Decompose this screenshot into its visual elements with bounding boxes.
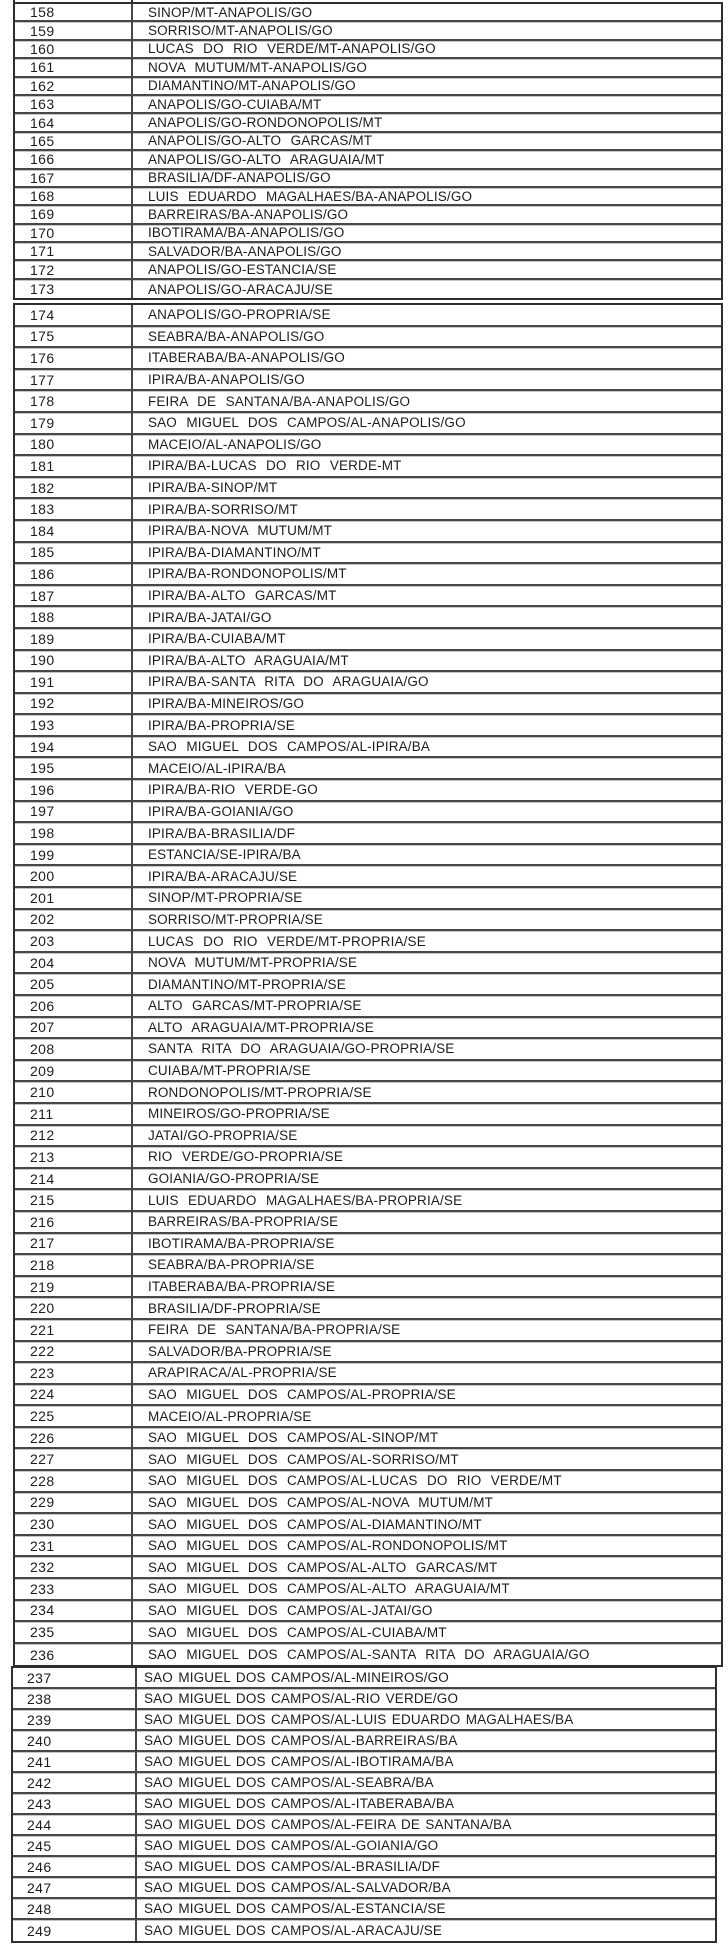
table-row (13, 1731, 715, 1752)
table-row (15, 1601, 721, 1623)
table-row (15, 41, 721, 59)
route-number-cell: 169 (15, 206, 133, 222)
route-name-cell: SORRISO/MT-PROPRIA/SE (148, 911, 323, 927)
table-row (15, 996, 721, 1018)
route-number-cell: 167 (15, 170, 133, 186)
table-row (15, 391, 721, 413)
table-row (15, 78, 721, 96)
route-name-cell: SAO MIGUEL DOS CAMPOS/AL-JATAI/GO (148, 1602, 433, 1618)
route-number-cell: 177 (15, 370, 133, 390)
route-number-cell: 234 (15, 1601, 133, 1621)
route-number-cell: 226 (15, 1428, 133, 1448)
route-name-cell: SAO MIGUEL DOS CAMPOS/AL-SORRISO/MT (148, 1451, 459, 1467)
route-name-cell: SAO MIGUEL DOS CAMPOS/AL-ANAPOLIS/GO (148, 415, 466, 431)
route-number-cell: 164 (15, 114, 133, 130)
route-number-cell: 193 (15, 715, 133, 735)
table-row (15, 243, 721, 261)
route-name-cell: BRASILIA/DF-ANAPOLIS/GO (148, 170, 331, 186)
route-number-cell: 204 (15, 953, 133, 973)
table-row (15, 1277, 721, 1299)
route-name-cell: IPIRA/BA-PROPRIA/SE (148, 717, 295, 733)
route-name-cell: ITABERABA/BA-PROPRIA/SE (148, 1279, 335, 1295)
route-name-cell: SAO MIGUEL DOS CAMPOS/AL-ESTANCIA/SE (144, 1901, 446, 1916)
table-row (13, 1773, 715, 1794)
table-row (15, 694, 721, 716)
route-number-cell: 174 (15, 305, 133, 325)
route-number-cell: 159 (15, 22, 133, 38)
table-row (15, 629, 721, 651)
route-name-cell: SAO MIGUEL DOS CAMPOS/AL-GOIANIA/GO (144, 1838, 439, 1853)
table-row (13, 1794, 715, 1815)
route-name-cell: IPIRA/BA-RIO VERDE-GO (148, 782, 318, 798)
table-row (15, 114, 721, 132)
table-row (13, 1836, 715, 1857)
table-row (15, 1061, 721, 1083)
route-name-cell: ANAPOLIS/GO-ARACAJU/SE (148, 281, 333, 297)
route-name-cell: MACEIO/AL-IPIRA/BA (148, 760, 286, 776)
route-name-cell: GOIANIA/GO-PROPRIA/SE (148, 1171, 320, 1187)
route-number-cell: 242 (13, 1773, 137, 1792)
route-number-cell: 238 (13, 1689, 137, 1708)
table-row (15, 1126, 721, 1148)
route-number-cell: 187 (15, 586, 133, 606)
route-name-cell: LUCAS DO RIO VERDE/MT-ANAPOLIS/GO (148, 41, 436, 57)
table-row (15, 888, 721, 910)
route-number-cell: 179 (15, 413, 133, 433)
table-row (13, 1899, 715, 1920)
route-name-cell: SORRISO/MT-ANAPOLIS/GO (148, 23, 333, 39)
route-number-cell: 236 (15, 1644, 133, 1666)
route-name-cell: MACEIO/AL-ANAPOLIS/GO (148, 436, 322, 452)
route-number-cell: 198 (15, 823, 133, 843)
route-number-cell: 189 (15, 629, 133, 649)
table-row (15, 715, 721, 737)
table-row (15, 348, 721, 370)
table-row (15, 170, 721, 188)
table-row (15, 1298, 721, 1320)
route-number-cell: 180 (15, 435, 133, 455)
route-name-cell: SAO MIGUEL DOS CAMPOS/AL-BARREIRAS/BA (144, 1733, 458, 1748)
route-name-cell: SINOP/MT-PROPRIA/SE (148, 890, 303, 906)
route-number-cell: 201 (15, 888, 133, 908)
table-row (15, 1406, 721, 1428)
route-name-cell: DIAMANTINO/MT-PROPRIA/SE (148, 976, 346, 992)
table-row (15, 225, 721, 243)
route-name-cell: IPIRA/BA-ALTO ARAGUAIA/MT (148, 652, 349, 668)
table-row (15, 206, 721, 224)
route-name-cell: ANAPOLIS/GO-ALTO ARAGUAIA/MT (148, 151, 385, 167)
table-row (15, 499, 721, 521)
route-name-cell: IPIRA/BA-SANTA RITA DO ARAGUAIA/GO (148, 674, 429, 690)
table-row (13, 1668, 715, 1689)
route-number-cell: 188 (15, 607, 133, 627)
route-name-cell: IPIRA/BA-RONDONOPOLIS/MT (148, 566, 347, 582)
route-name-cell: SAO MIGUEL DOS CAMPOS/AL-MINEIROS/GO (144, 1670, 449, 1685)
route-number-cell: 166 (15, 151, 133, 167)
route-number-cell: 230 (15, 1514, 133, 1534)
route-name-cell: CUIABA/MT-PROPRIA/SE (148, 1063, 311, 1079)
route-number-cell: 200 (15, 866, 133, 886)
route-number-cell: 214 (15, 1169, 133, 1189)
table-row (13, 1857, 715, 1878)
route-number-cell: 231 (15, 1536, 133, 1556)
route-name-cell: SAO MIGUEL DOS CAMPOS/AL-FEIRA DE SANTANA/BA (144, 1817, 512, 1832)
route-number-cell: 178 (15, 391, 133, 411)
route-number-cell: 247 (13, 1878, 137, 1897)
route-name-cell: SAO MIGUEL DOS CAMPOS/AL-ARACAJU/SE (144, 1923, 443, 1938)
route-name-cell: IPIRA/BA-ALTO GARCAS/MT (148, 588, 337, 604)
table-row (15, 435, 721, 457)
route-name-cell: LUIS EDUARDO MAGALHAES/BA-ANAPOLIS/GO (148, 188, 473, 204)
route-number-cell: 218 (15, 1255, 133, 1275)
route-name-cell: FEIRA DE SANTANA/BA-ANAPOLIS/GO (148, 393, 411, 409)
route-name-cell: SAO MIGUEL DOS CAMPOS/AL-LUCAS DO RIO VERDE/MT (148, 1473, 562, 1489)
route-number-cell: 222 (15, 1342, 133, 1362)
route-number-cell: 175 (15, 327, 133, 347)
table-row (15, 737, 721, 759)
table-row (15, 1557, 721, 1579)
table-row (15, 1579, 721, 1601)
route-number-cell: 215 (15, 1190, 133, 1210)
table-row (13, 1710, 715, 1731)
route-name-cell: SAO MIGUEL DOS CAMPOS/AL-ITABERABA/BA (144, 1796, 455, 1811)
route-name-cell: SAO MIGUEL DOS CAMPOS/AL-SALVADOR/BA (144, 1880, 451, 1895)
route-name-cell: BARREIRAS/BA-PROPRIA/SE (148, 1214, 339, 1230)
route-name-cell: RIO VERDE/GO-PROPRIA/SE (148, 1149, 343, 1165)
route-number-cell: 163 (15, 96, 133, 112)
route-name-cell: SEABRA/BA-ANAPOLIS/GO (148, 328, 325, 344)
table-row (15, 910, 721, 932)
table-row (15, 780, 721, 802)
table-row (15, 1363, 721, 1385)
route-number-cell: 186 (15, 564, 133, 584)
table-row (15, 586, 721, 608)
route-name-cell: SINOP/MT-ANAPOLIS/GO (148, 4, 313, 20)
route-name-cell: IPIRA/BA-MINEIROS/GO (148, 695, 305, 711)
table-row (15, 478, 721, 500)
route-name-cell: IPIRA/BA-CUIABA/MT (148, 631, 286, 647)
route-name-cell: ANAPOLIS/GO-CUIABA/MT (148, 96, 322, 112)
route-name-cell: ARAPIRACA/AL-PROPRIA/SE (148, 1365, 337, 1381)
routes-table-segment-3 (11, 1666, 717, 1943)
routes-table-segment-1 (13, 2, 723, 300)
table-row (15, 1644, 721, 1666)
table-row (15, 1147, 721, 1169)
table-row (15, 456, 721, 478)
table-row (13, 1920, 715, 1941)
route-number-cell: 208 (15, 1039, 133, 1059)
route-number-cell: 173 (15, 280, 133, 298)
route-number-cell: 199 (15, 845, 133, 865)
route-name-cell: ESTANCIA/SE-IPIRA/BA (148, 847, 301, 863)
route-number-cell: 195 (15, 758, 133, 778)
table-row (15, 1536, 721, 1558)
route-name-cell: SAO MIGUEL DOS CAMPOS/AL-SEABRA/BA (144, 1775, 434, 1790)
route-name-cell: BARREIRAS/BA-ANAPOLIS/GO (148, 206, 349, 222)
table-row (15, 1471, 721, 1493)
table-row (15, 59, 721, 77)
table-row (15, 413, 721, 435)
route-name-cell: BRASILIA/DF-PROPRIA/SE (148, 1300, 321, 1316)
route-number-cell: 191 (15, 672, 133, 692)
route-number-cell: 237 (13, 1668, 137, 1687)
route-number-cell: 223 (15, 1363, 133, 1383)
route-number-cell: 206 (15, 996, 133, 1016)
table-row (15, 261, 721, 279)
route-number-cell: 205 (15, 974, 133, 994)
route-number-cell: 228 (15, 1471, 133, 1491)
route-number-cell: 244 (13, 1815, 137, 1834)
table-row (15, 1449, 721, 1471)
route-number-cell: 184 (15, 521, 133, 541)
route-name-cell: IPIRA/BA-SORRISO/MT (148, 501, 298, 517)
route-number-cell: 212 (15, 1126, 133, 1146)
table-row (15, 1039, 721, 1061)
table-row (15, 1385, 721, 1407)
route-number-cell: 202 (15, 910, 133, 930)
table-row (15, 1514, 721, 1536)
table-row (13, 1752, 715, 1773)
routes-table-segment-2 (13, 303, 723, 1667)
route-number-cell: 246 (13, 1857, 137, 1876)
table-row (15, 931, 721, 953)
route-number-cell: 181 (15, 456, 133, 476)
route-number-cell: 190 (15, 651, 133, 671)
route-name-cell: DIAMANTINO/MT-ANAPOLIS/GO (148, 78, 356, 94)
route-number-cell: 216 (15, 1212, 133, 1232)
route-number-cell: 241 (13, 1752, 137, 1771)
route-name-cell: SAO MIGUEL DOS CAMPOS/AL-SINOP/MT (148, 1430, 439, 1446)
table-row (15, 1255, 721, 1277)
route-name-cell: SAO MIGUEL DOS CAMPOS/AL-LUIS EDUARDO MAGALHAES/BA (144, 1712, 574, 1727)
route-number-cell: 217 (15, 1234, 133, 1254)
route-name-cell: ANAPOLIS/GO-RONDONOPOLIS/MT (148, 115, 383, 131)
table-row (15, 96, 721, 114)
route-name-cell: SAO MIGUEL DOS CAMPOS/AL-NOVA MUTUM/MT (148, 1494, 493, 1510)
table-row (15, 188, 721, 206)
table-row (15, 280, 721, 298)
route-number-cell: 165 (15, 133, 133, 149)
table-row (15, 1018, 721, 1040)
route-name-cell: NOVA MUTUM/MT-ANAPOLIS/GO (148, 59, 368, 75)
route-number-cell: 233 (15, 1579, 133, 1599)
table-row (15, 1212, 721, 1234)
table-row (15, 22, 721, 40)
route-number-cell: 243 (13, 1794, 137, 1813)
route-name-cell: ITABERABA/BA-ANAPOLIS/GO (148, 350, 345, 366)
route-name-cell: RONDONOPOLIS/MT-PROPRIA/SE (148, 1084, 372, 1100)
route-number-cell: 162 (15, 78, 133, 94)
route-number-cell: 209 (15, 1061, 133, 1081)
route-name-cell: SAO MIGUEL DOS CAMPOS/AL-IBOTIRAMA/BA (144, 1754, 454, 1769)
table-row (15, 607, 721, 629)
route-name-cell: IPIRA/BA-JATAI/GO (148, 609, 272, 625)
table-row (13, 1878, 715, 1899)
route-number-cell: 213 (15, 1147, 133, 1167)
route-name-cell: SANTA RITA DO ARAGUAIA/GO-PROPRIA/SE (148, 1041, 455, 1057)
route-name-cell: JATAI/GO-PROPRIA/SE (148, 1127, 298, 1143)
route-number-cell: 161 (15, 59, 133, 75)
route-name-cell: SAO MIGUEL DOS CAMPOS/AL-BRASILIA/DF (144, 1859, 440, 1874)
route-name-cell: SAO MIGUEL DOS CAMPOS/AL-CUIABA/MT (148, 1624, 447, 1640)
route-name-cell: SAO MIGUEL DOS CAMPOS/AL-IPIRA/BA (148, 739, 431, 755)
route-number-cell: 219 (15, 1277, 133, 1297)
table-row (15, 953, 721, 975)
route-number-cell: 176 (15, 348, 133, 368)
table-row (15, 521, 721, 543)
route-number-cell: 248 (13, 1899, 137, 1918)
table-row (13, 1815, 715, 1836)
route-number-cell: 232 (15, 1557, 133, 1577)
table-row (15, 370, 721, 392)
route-name-cell: IPIRA/BA-NOVA MUTUM/MT (148, 523, 333, 539)
route-number-cell: 196 (15, 780, 133, 800)
table-row (15, 823, 721, 845)
table-row (15, 845, 721, 867)
route-name-cell: LUIS EDUARDO MAGALHAES/BA-PROPRIA/SE (148, 1192, 463, 1208)
route-number-cell: 203 (15, 931, 133, 951)
table-row (15, 651, 721, 673)
table-row (15, 151, 721, 169)
route-name-cell: IPIRA/BA-LUCAS DO RIO VERDE-MT (148, 458, 402, 474)
route-number-cell: 183 (15, 499, 133, 519)
route-number-cell: 220 (15, 1298, 133, 1318)
table-row (13, 1689, 715, 1710)
route-name-cell: IPIRA/BA-SINOP/MT (148, 480, 278, 496)
route-name-cell: IPIRA/BA-ARACAJU/SE (148, 868, 298, 884)
route-name-cell: FEIRA DE SANTANA/BA-PROPRIA/SE (148, 1322, 401, 1338)
route-number-cell: 160 (15, 41, 133, 57)
table-row (15, 1428, 721, 1450)
route-number-cell: 210 (15, 1082, 133, 1102)
route-number-cell: 185 (15, 543, 133, 563)
route-name-cell: IBOTIRAMA/BA-ANAPOLIS/GO (148, 225, 345, 241)
table-row (15, 1169, 721, 1191)
route-name-cell: IPIRA/BA-DIAMANTINO/MT (148, 544, 321, 560)
route-number-cell: 225 (15, 1406, 133, 1426)
route-number-cell: 211 (15, 1104, 133, 1124)
table-row (15, 802, 721, 824)
route-number-cell: 158 (15, 4, 133, 20)
route-name-cell: IPIRA/BA-GOIANIA/GO (148, 803, 294, 819)
route-number-cell: 227 (15, 1449, 133, 1469)
route-name-cell: SAO MIGUEL DOS CAMPOS/AL-RONDONOPOLIS/MT (148, 1538, 508, 1554)
table-row (15, 543, 721, 565)
route-number-cell: 239 (13, 1710, 137, 1729)
route-name-cell: LUCAS DO RIO VERDE/MT-PROPRIA/SE (148, 933, 426, 949)
route-number-cell: 170 (15, 225, 133, 241)
route-name-cell: SEABRA/BA-PROPRIA/SE (148, 1257, 315, 1273)
route-number-cell: 182 (15, 478, 133, 498)
route-number-cell: 221 (15, 1320, 133, 1340)
route-name-cell: NOVA MUTUM/MT-PROPRIA/SE (148, 955, 358, 971)
route-number-cell: 168 (15, 188, 133, 204)
route-name-cell: IBOTIRAMA/BA-PROPRIA/SE (148, 1235, 335, 1251)
table-row (15, 564, 721, 586)
route-name-cell: SAO MIGUEL DOS CAMPOS/AL-ALTO ARAGUAIA/MT (148, 1581, 510, 1597)
route-name-cell: MINEIROS/GO-PROPRIA/SE (148, 1106, 330, 1122)
route-name-cell: ALTO ARAGUAIA/MT-PROPRIA/SE (148, 1019, 374, 1035)
table-row (15, 305, 721, 327)
route-number-cell: 197 (15, 802, 133, 822)
route-name-cell: ANAPOLIS/GO-PROPRIA/SE (148, 307, 331, 323)
table-row (15, 327, 721, 349)
route-name-cell: ANAPOLIS/GO-ALTO GARCAS/MT (148, 133, 373, 149)
route-name-cell: IPIRA/BA-ANAPOLIS/GO (148, 372, 305, 388)
route-number-cell: 249 (13, 1920, 137, 1941)
table-row (15, 672, 721, 694)
table-row (15, 866, 721, 888)
table-row (15, 1622, 721, 1644)
table-row (15, 1342, 721, 1364)
route-name-cell: SAO MIGUEL DOS CAMPOS/AL-SANTA RITA DO ARAGUAIA/GO (148, 1647, 590, 1663)
table-row (15, 1320, 721, 1342)
route-name-cell: ANAPOLIS/GO-ESTANCIA/SE (148, 262, 337, 278)
route-number-cell: 224 (15, 1385, 133, 1405)
route-number-cell: 192 (15, 694, 133, 714)
table-row (15, 1493, 721, 1515)
table-row (15, 1234, 721, 1256)
route-number-cell: 207 (15, 1018, 133, 1038)
route-number-cell: 245 (13, 1836, 137, 1855)
route-number-cell: 194 (15, 737, 133, 757)
table-row (15, 974, 721, 996)
route-name-cell: SAO MIGUEL DOS CAMPOS/AL-PROPRIA/SE (148, 1386, 456, 1402)
table-row (15, 1082, 721, 1104)
route-name-cell: SALVADOR/BA-PROPRIA/SE (148, 1343, 332, 1359)
route-name-cell: ALTO GARCAS/MT-PROPRIA/SE (148, 998, 362, 1014)
route-name-cell: SAO MIGUEL DOS CAMPOS/AL-ALTO GARCAS/MT (148, 1559, 498, 1575)
route-name-cell: IPIRA/BA-BRASILIA/DF (148, 825, 296, 841)
route-name-cell: SALVADOR/BA-ANAPOLIS/GO (148, 243, 342, 259)
route-number-cell: 172 (15, 261, 133, 277)
table-row (15, 1190, 721, 1212)
table-row (15, 4, 721, 22)
route-number-cell: 235 (15, 1622, 133, 1642)
route-name-cell: SAO MIGUEL DOS CAMPOS/AL-DIAMANTINO/MT (148, 1516, 482, 1532)
table-row (15, 133, 721, 151)
route-name-cell: MACEIO/AL-PROPRIA/SE (148, 1408, 312, 1424)
table-row (15, 1104, 721, 1126)
route-number-cell: 171 (15, 243, 133, 259)
route-number-cell: 229 (15, 1493, 133, 1513)
table-row (15, 758, 721, 780)
route-name-cell: SAO MIGUEL DOS CAMPOS/AL-RIO VERDE/GO (144, 1691, 459, 1706)
route-number-cell: 240 (13, 1731, 137, 1750)
